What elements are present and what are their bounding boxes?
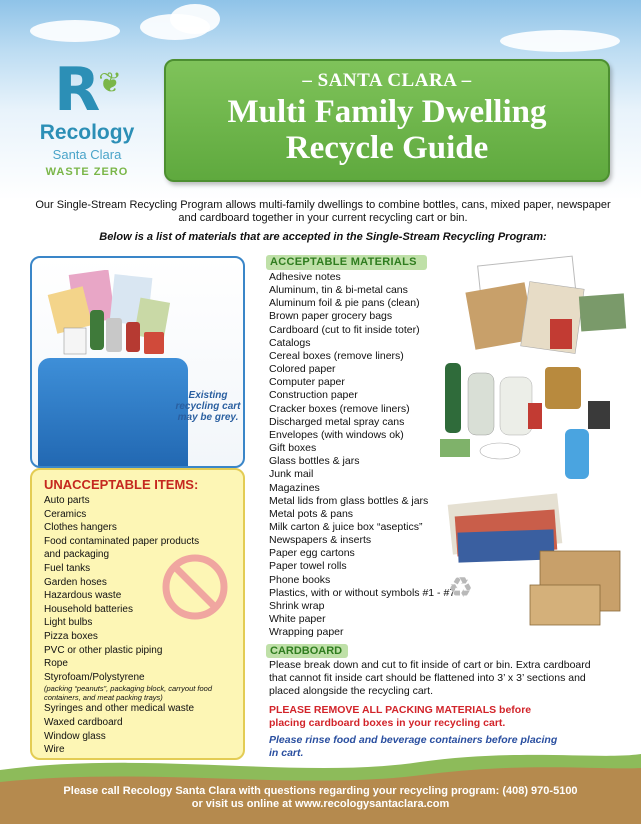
logo-mark: R❦ [54, 55, 120, 125]
list-item: Cracker boxes (remove liners) [269, 402, 410, 415]
list-item: Food contaminated paper products [44, 535, 200, 547]
list-item: Adhesive notes [269, 271, 341, 283]
logo-city: Santa Clara [52, 147, 122, 162]
packing-warning: PLEASE REMOVE ALL PACKING MATERIALS before placing cardboard boxes in your recycling cart. [269, 704, 532, 729]
recycling-cart [38, 358, 188, 468]
list-item: and packaging [44, 549, 110, 561]
list-item: Aluminum foil & pie pans (clean) [269, 297, 420, 310]
list-item: Syringes and other medical waste [44, 703, 195, 715]
recycle-symbol-icon: ♻ [448, 572, 474, 603]
unacceptable-heading: UNACCEPTABLE ITEMS: [44, 477, 199, 492]
list-item: Discharged metal spray cans [269, 415, 405, 428]
list-item: Pizza boxes [44, 630, 98, 642]
title-banner [164, 59, 610, 182]
footer-hills [0, 740, 641, 824]
list-item: Construction paper [269, 389, 358, 402]
list-item: PVC or other plastic piping [44, 644, 163, 656]
list-item: Gift boxes [269, 442, 317, 455]
acceptable-list [269, 271, 455, 639]
footer-website[interactable]: or visit us online at www.recologysantaclara.com [191, 798, 450, 810]
list-item: Fuel tanks [44, 562, 91, 574]
logo-tagline: WASTE ZERO [45, 166, 129, 178]
cloud [30, 20, 120, 42]
list-item: Waxed cardboard [44, 716, 123, 728]
prohibited-icon [160, 552, 230, 622]
list-item: Hazardous waste [44, 590, 122, 602]
list-item: Metal lids from glass bottles & jars [269, 494, 429, 507]
list-item: White paper [269, 613, 326, 626]
intro-text: Our Single-Stream Recycling Program allows multi-family dwellings to combine bottles, cans, mixed paper, newspaper and cardboard together in your current recycling cart or bin. [35, 199, 611, 224]
list-item: Cereal boxes (remove liners) [269, 349, 404, 362]
footer-phone: Please call Recology Santa Clara with questions regarding your recycling program: (408) 970-5100 [63, 785, 578, 797]
footer-contact [0, 785, 641, 811]
list-item: Ceramics [44, 508, 87, 520]
cloud [170, 4, 220, 34]
list-item: Window glass [44, 730, 106, 742]
list-item: Magazines [269, 481, 320, 494]
title-city: – SANTA CLARA – [302, 70, 472, 91]
list-item: Shrink wrap [269, 599, 325, 612]
list-item: Aluminum, tin & bi-metal cans [269, 284, 408, 297]
list-item: Junk mail [269, 468, 314, 481]
list-item: Brown paper grocery bags [269, 310, 393, 323]
cardboard-heading: CARDBOARD [266, 644, 348, 658]
styrofoam-note: (packing “peanuts”, packaging block, carryout food containers, and meat packing trays) [44, 684, 213, 703]
title-sub: Recycle Guide [285, 130, 489, 166]
list-item: Envelopes (with windows ok) [269, 428, 404, 441]
logo-name: Recology [39, 121, 135, 144]
list-item: Garden hoses [44, 576, 107, 588]
list-item: Newspapers & inserts [269, 534, 372, 547]
rinse-note: Please rinse food and beverage containers before placing in cart. [269, 734, 558, 759]
acceptable-heading: ACCEPTABLE MATERIALS [266, 255, 427, 270]
list-item: Milk carton & juice box “aseptics” [269, 520, 423, 533]
list-item: Rope [44, 658, 68, 670]
cardboard-text: Please break down and cut to fit inside of cart or bin. Extra cardboard that cannot fit inside cart should be flattened into 3’ x 3’ sections and placed alongside the recycling cart. [269, 659, 591, 697]
recology-logo [22, 52, 152, 182]
list-item: Light bulbs [44, 617, 93, 629]
list-item: Paper towel rolls [269, 560, 347, 573]
list-item: Wrapping paper [269, 626, 344, 639]
list-item: Clothes hangers [44, 522, 117, 534]
list-item: Computer paper [269, 376, 345, 389]
recycling-cart-photo [30, 256, 245, 468]
intro-emphasis: Below is a list of materials that are accepted in the Single-Stream Recycling Program: [99, 231, 547, 243]
list-item: Paper egg cartons [269, 547, 355, 560]
list-item: Phone books [269, 573, 331, 586]
cart-note: Existing recycling cart may be grey. [175, 390, 241, 423]
list-item: Catalogs [269, 336, 311, 349]
list-item: Plastics, with or without symbols #1 - #7 [269, 586, 456, 599]
list-item: Metal pots & pans [269, 507, 354, 520]
cloud [500, 30, 620, 52]
unacceptable-list [44, 494, 243, 757]
list-item: Wire [44, 744, 65, 756]
list-item: Colored paper [269, 363, 336, 376]
list-item: Glass bottles & jars [269, 455, 360, 468]
unacceptable-panel [30, 468, 245, 760]
list-item: Auto parts [44, 495, 90, 506]
leaf-icon: ❦ [98, 66, 120, 99]
title-main: Multi Family Dwelling [227, 94, 547, 130]
list-item: Styrofoam/Polystyrene [44, 671, 145, 683]
list-item: Cardboard (cut to fit inside toter) [269, 323, 420, 336]
list-item: Household batteries [44, 603, 133, 615]
recyclables-illustration [42, 270, 192, 370]
